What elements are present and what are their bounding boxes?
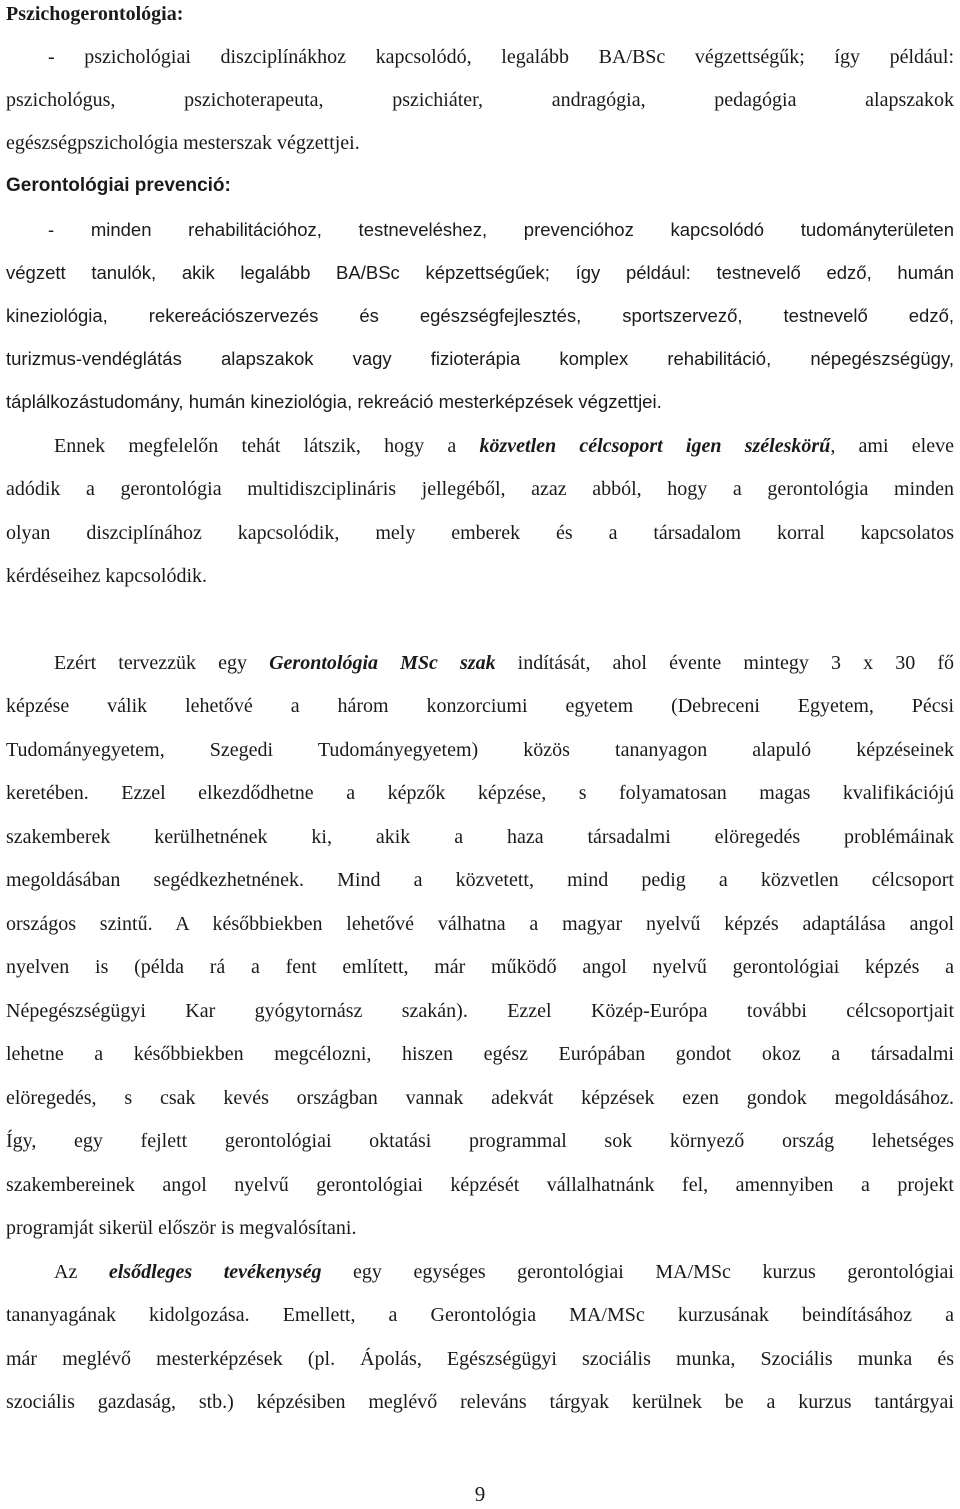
emphasis-text: Gerontológia MSc szak xyxy=(269,652,496,674)
text-line: képzése válik lehetővé a három konzorciumi egyetem (Debreceni Egyetem, Pécsi xyxy=(6,695,954,717)
text-line: adódik a gerontológia multidiszciplináris jellegéből, azaz abból, hogy a gerontológia minden xyxy=(6,478,954,500)
text-line: programját sikerül először is megvalósítani. xyxy=(6,1217,357,1239)
text-line: végzett tanulók, akik legalább BA/BSc képzettségűek; így például: testnevelő edző, humán xyxy=(6,262,954,283)
paragraph-line-emphasis xyxy=(54,434,954,458)
text-line: olyan diszciplínához kapcsolódik, mely emberek és a társadalom korral kapcsolatos xyxy=(6,522,954,544)
text-line: kineziológia, rekereációszervezés és egészségfejlesztés, sportszervező, testnevelő edző, xyxy=(6,305,954,326)
text-line: pszichológus, pszichoterapeuta, pszichiáter, andragógia, pedagógia alapszakok xyxy=(6,89,954,111)
section-heading-prevencio: Gerontológiai prevenció: xyxy=(6,175,231,196)
text-line: elöregedés, s csak kevés országban vannak adekvát képzések ezen gondok megoldásához. xyxy=(6,1087,954,1109)
text-line: - minden rehabilitációhoz, testneveléshez, prevencióhoz kapcsolódó tudományterületen xyxy=(48,219,954,240)
document-page xyxy=(6,0,954,1509)
page-number: 9 xyxy=(474,1482,486,1506)
text-line: szociális gazdaság, stb.) képzésiben meglévő releváns tárgyak kerülnek be a kurzus tantárgyai xyxy=(6,1391,954,1413)
text-line: táplálkozástudomány, humán kineziológia, rekreáció mesterképzések végzettjei. xyxy=(6,391,662,412)
text-line: már meglévő mesterképzések (pl. Ápolás, Egészségügyi szociális munka, Szociális munka és xyxy=(6,1348,954,1370)
text-line: turizmus-vendéglátás alapszakok vagy fizioterápia komplex rehabilitáció, népegészségügy, xyxy=(6,348,954,369)
text-span: , ami eleve xyxy=(830,435,954,457)
text-span: Ennek megfelelőn tehát látszik, hogy a xyxy=(54,435,480,457)
text-line: tananyagának kidolgozása. Emellett, a Gerontológia MA/MSc kurzusának beindításához a xyxy=(6,1304,954,1326)
text-line: Népegészségügyi Kar gyógytornász szakán). Ezzel Közép-Európa további célcsoportjait xyxy=(6,1000,954,1022)
text-line: egészségpszichológia mesterszak végzettjei. xyxy=(6,132,360,154)
text-line: kérdéseihez kapcsolódik. xyxy=(6,565,208,587)
text-line: lehetne a későbbiekben megcélozni, hiszen egész Európában gondot okoz a társadalmi xyxy=(6,1043,954,1065)
text-span: egy egységes gerontológiai MA/MSc kurzus gerontológiai xyxy=(321,1261,954,1283)
text-line: keretében. Ezzel elkezdődhetne a képzők képzése, s folyamatosan magas kvalifikációjú xyxy=(6,782,954,804)
text-line: országos szintű. A későbbiekben lehetővé válhatna a magyar nyelvű képzés adaptálása angol xyxy=(6,913,954,935)
text-line: nyelven is (példa rá a fent említett, már működő angol nyelvű gerontológiai képzés a xyxy=(6,956,954,978)
section-heading-pszichogerontologia: Pszichogerontológia: xyxy=(6,3,184,25)
emphasis-text: közvetlen célcsoport igen széleskörű xyxy=(479,435,831,457)
text-line: Így, egy fejlett gerontológiai oktatási programmal sok környező ország lehetséges xyxy=(6,1130,954,1152)
text-span: Ezért tervezzük egy xyxy=(54,652,270,674)
paragraph-line-emphasis xyxy=(54,1260,954,1284)
text-line: megoldásában segédkezhetnének. Mind a közvetett, mind pedig a közvetlen célcsoport xyxy=(6,869,954,891)
emphasis-text: elsődleges tevékenység xyxy=(108,1261,322,1283)
text-line: Tudományegyetem, Szegedi Tudományegyetem) közös tananyagon alapuló képzéseinek xyxy=(6,739,954,761)
text-line: - pszichológiai diszciplínákhoz kapcsolódó, legalább BA/BSc végzettségűk; így például: xyxy=(48,46,954,68)
text-span: indítását, ahol évente mintegy 3 x 30 fő xyxy=(495,652,955,674)
text-line: szakembereinek angol nyelvű gerontológiai képzését vállalhatnánk fel, amennyiben a projekt xyxy=(6,1174,954,1196)
paragraph-line-emphasis xyxy=(54,651,954,675)
text-span: Az xyxy=(54,1261,109,1283)
text-line: szakemberek kerülhetnének ki, akik a haza társadalmi elöregedés problémáinak xyxy=(6,826,954,848)
